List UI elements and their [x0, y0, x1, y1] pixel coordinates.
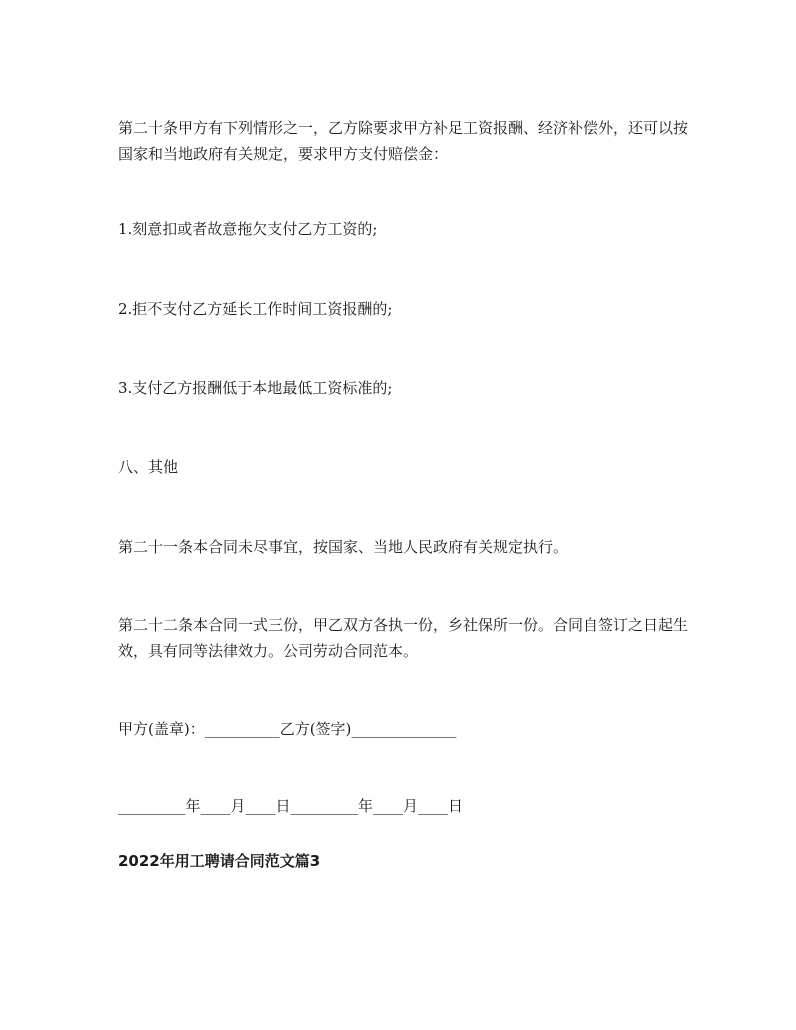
date-line: _________年____月____日_________年____月____日 [118, 797, 464, 815]
article-20-paragraph: 第二十条甲方有下列情形之一，乙方除要求甲方补足工资报酬、经济补偿外，还可以按国家和当地政府有关规定，要求甲方支付赔偿金： [118, 119, 689, 163]
list-item-3: 3.支付乙方报酬低于本地最低工资标准的; [118, 379, 393, 397]
article-22-paragraph: 第二十二条本合同一式三份，甲乙双方各执一份，乡社保所一份。合同自签订之日起生效，具有同等法律效力。公司劳动合同范本。 [118, 616, 689, 660]
list-item-1: 1.刻意扣或者故意拖欠支付乙方工资的; [118, 220, 378, 238]
article-21-paragraph: 第二十一条本合同未尽事宜，按国家、当地人民政府有关规定执行。 [118, 538, 569, 556]
section-title-other: 八、其他 [118, 458, 179, 476]
list-item-2: 2.拒不支付乙方延长工作时间工资报酬的; [118, 300, 393, 318]
next-section-heading: 2022年用工聘请合同范文篇3 [118, 852, 321, 870]
signature-line: 甲方(盖章)：__________乙方(签字)______________ [118, 720, 457, 738]
